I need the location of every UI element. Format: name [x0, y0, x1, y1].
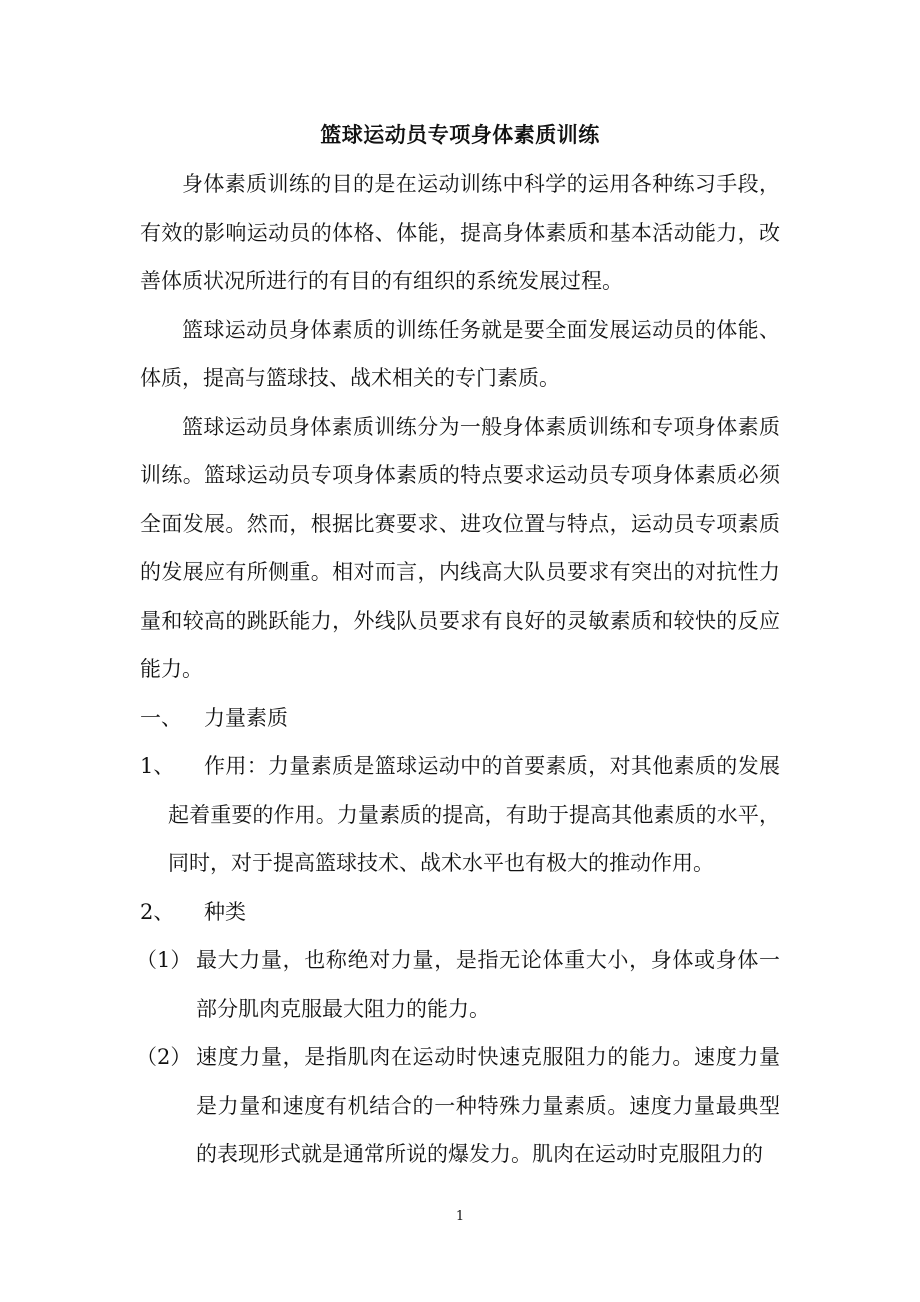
- section-number: 一、: [140, 705, 182, 730]
- item-number: 1、: [140, 754, 175, 778]
- item-number: 2、: [140, 899, 175, 924]
- paragraph-2: 篮球运动员身体素质的训练任务就是要全面发展运动员的体能、体质，提高与篮球技、战术相关的专门素质。: [140, 317, 780, 390]
- sub-item-number: （1）: [136, 948, 192, 972]
- sub-item-text: 最大力量，也称绝对力量，是指无论体重大小，身体或身体一部分肌肉克服最大阻力的能力。: [196, 948, 780, 1021]
- section-heading-strength: [140, 694, 780, 743]
- document-body: [136, 160, 780, 1179]
- paragraph-3: 篮球运动员身体素质训练分为一般身体素质训练和专项身体素质训练。篮球运动员专项身体素质的特点要求运动员专项身体素质必须全面发展。然而，根据比赛要求、进攻位置与特点，运动员专项素质的发展应有所侧重。相对而言，内线高大队员要求有突出的对抗性力量和较高的跳跃能力，外线队员要求有良好的灵敏素质和较快的反应能力。: [140, 414, 780, 681]
- list-item-types: [140, 888, 780, 937]
- list-item-function: [140, 742, 780, 888]
- paragraph-1: 身体素质训练的目的是在运动训练中科学的运用各种练习手段，有效的影响运动员的体格、体能，提高身体素质和基本活动能力，改善体质状况所进行的有目的有组织的系统发展过程。: [140, 172, 780, 293]
- sub-item-number: （2）: [136, 1045, 192, 1069]
- sub-item-text: 速度力量，是指肌肉在运动时快速克服阻力的能力。速度力量是力量和速度有机结合的一种特殊力量素质。速度力量最典型的表现形式就是通常所说的爆发力。肌肉在运动时克服阻力的: [196, 1045, 780, 1166]
- section-heading-text: 力量素质: [204, 705, 288, 730]
- sub-item-max-strength: [136, 936, 780, 1033]
- page-number: 1: [455, 1209, 465, 1224]
- item-text: 作用：力量素质是篮球运动中的首要素质，对其他素质的发展起着重要的作用。力量素质的提高，有助于提高其他素质的水平，同时，对于提高篮球技术、战术水平也有极大的推动作用。: [168, 754, 780, 875]
- item-text: 种类: [204, 899, 246, 924]
- document-title: 篮球运动员专项身体素质训练: [320, 122, 600, 147]
- sub-item-speed-strength: [136, 1033, 780, 1179]
